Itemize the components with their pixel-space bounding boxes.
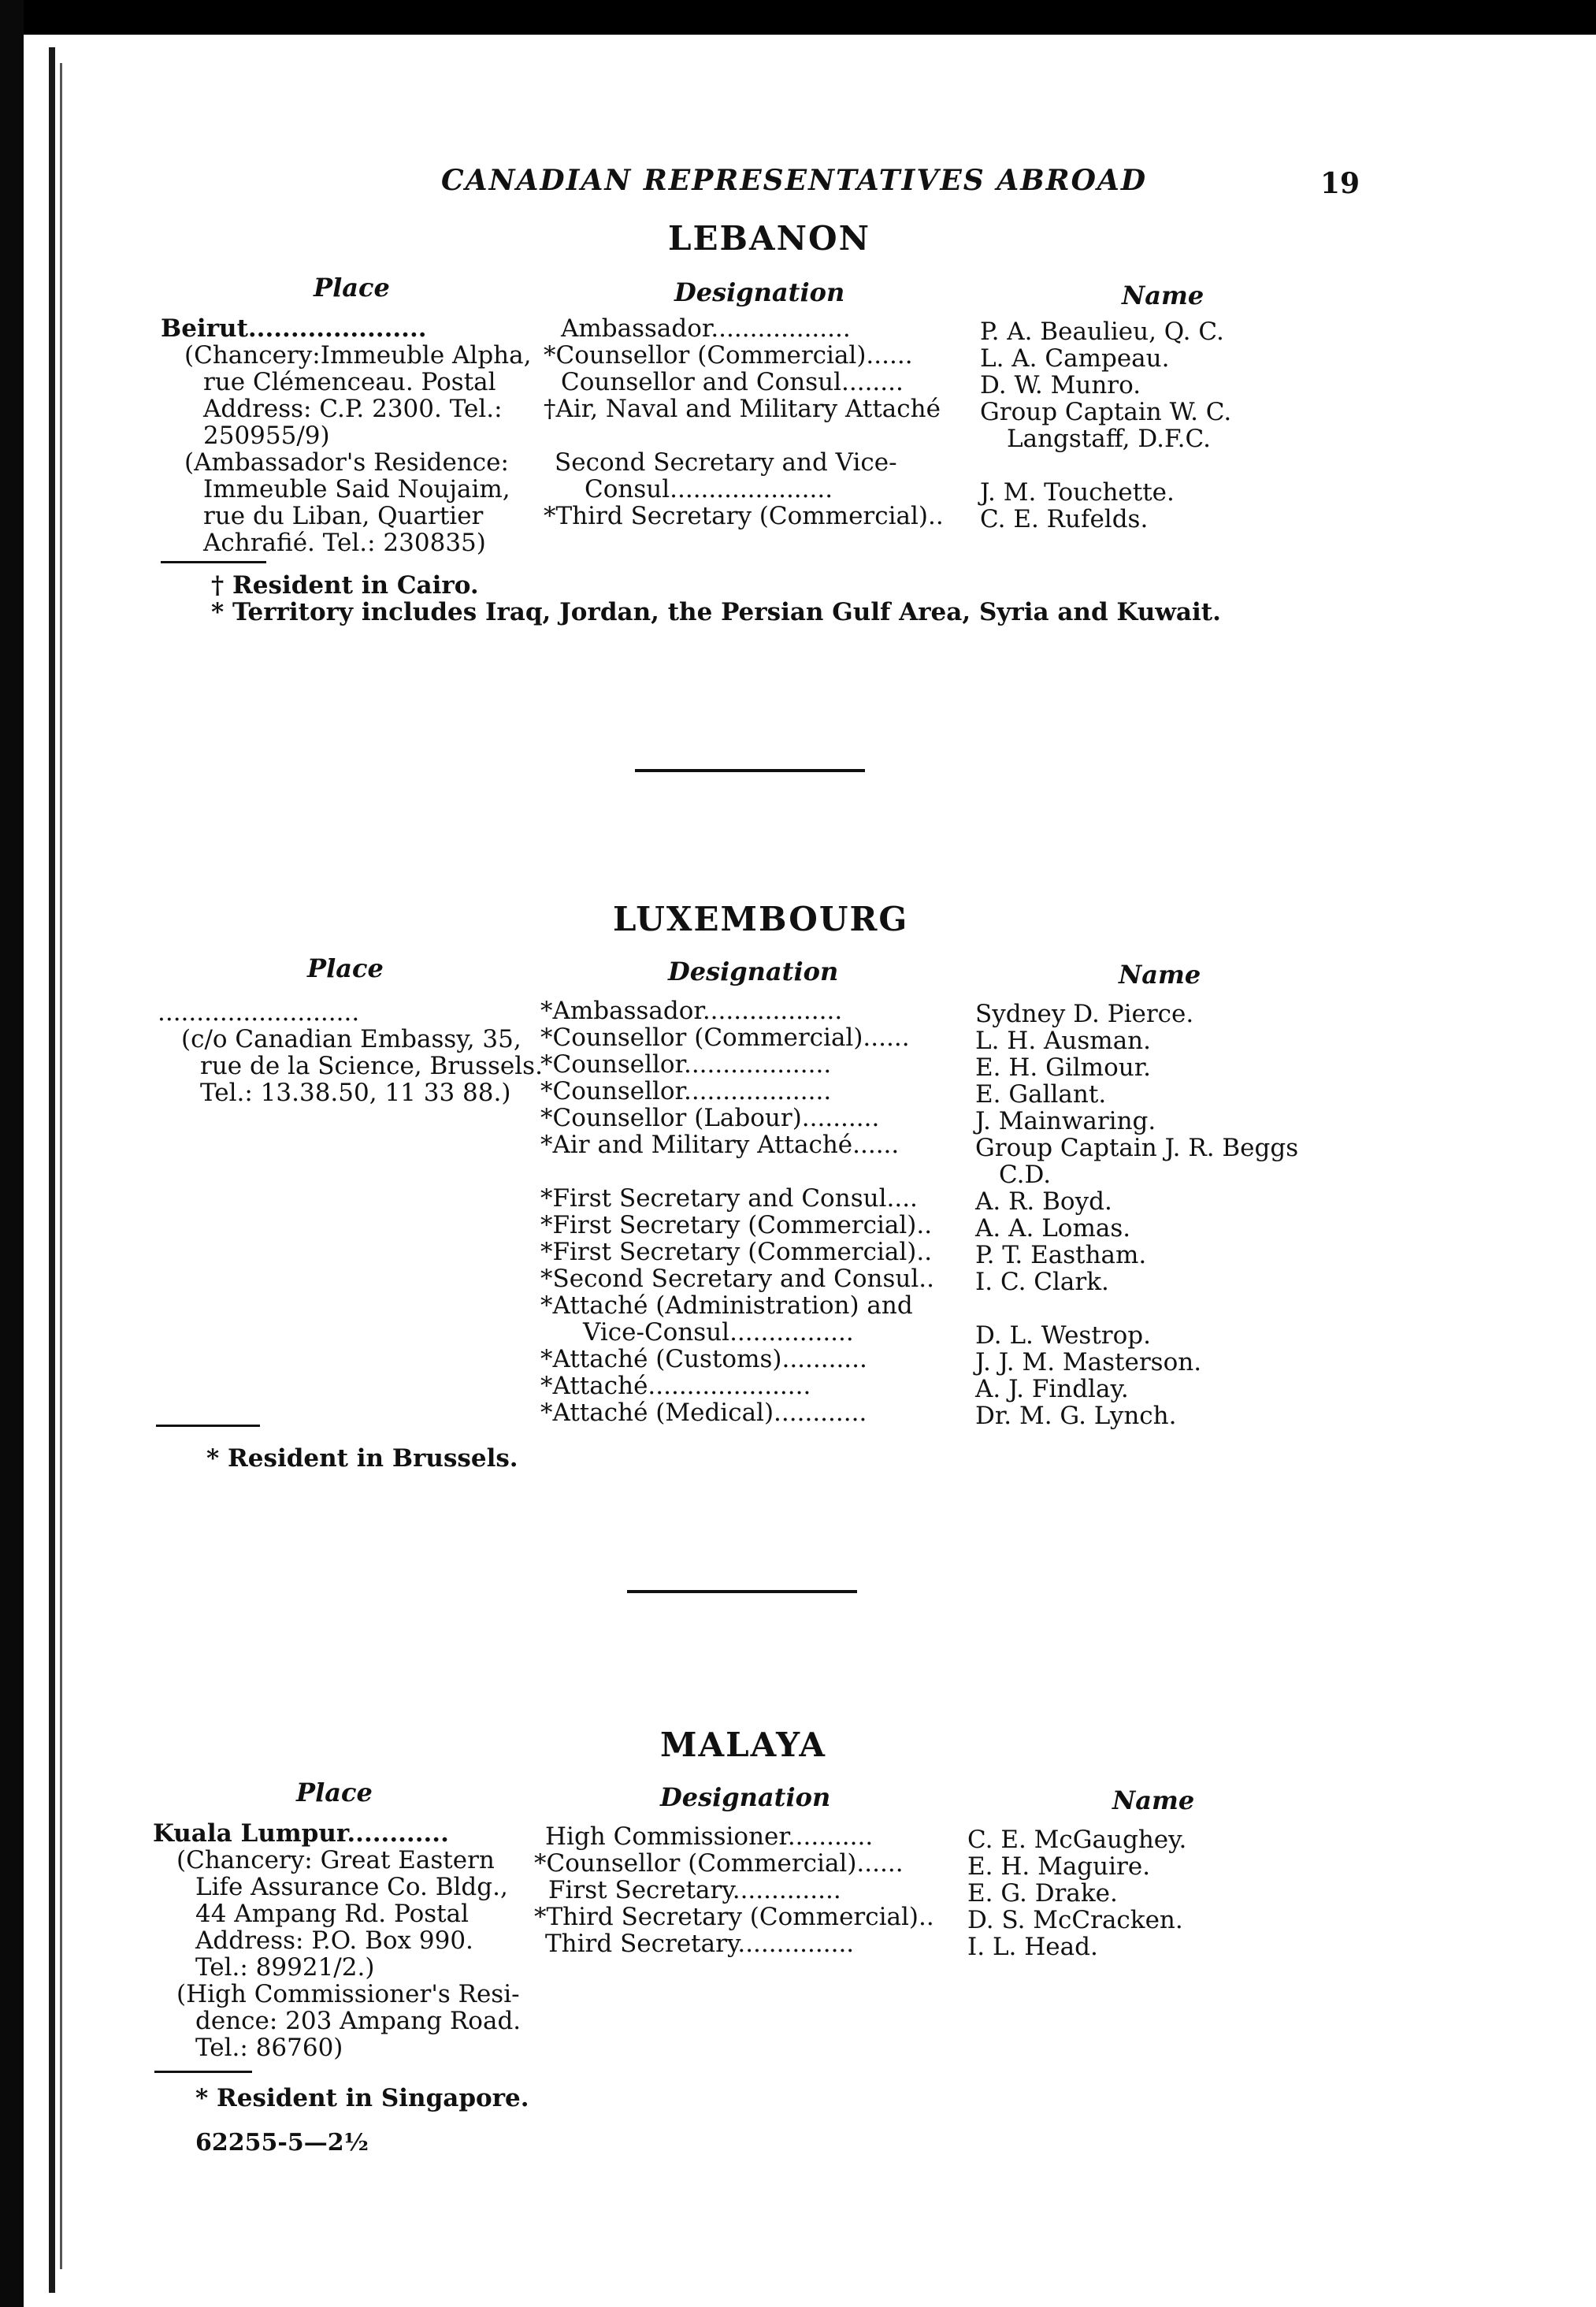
place-line: dence: 203 Ampang Road. (195, 2007, 521, 2035)
place-line: Address: P.O. Box 990. (195, 1926, 473, 1955)
name-line: A. R. Boyd. (975, 1187, 1112, 1216)
designation-line: Consul..................... (585, 475, 833, 503)
name-line: J. J. M. Masterson. (975, 1348, 1202, 1376)
designation-line: First Secretary.............. (548, 1876, 841, 1904)
name-line: Langstaff, D.F.C. (1007, 425, 1211, 453)
designation-line: *First Secretary (Commercial).. (540, 1211, 933, 1239)
designation-line: *Counsellor (Commercial)...... (534, 1849, 904, 1878)
name-line: A. A. Lomas. (975, 1214, 1131, 1243)
place-line: rue du Liban, Quartier (203, 502, 484, 530)
section-separator (635, 769, 865, 772)
name-line: D. L. Westrop. (975, 1321, 1151, 1350)
name-line: L. A. Campeau. (980, 344, 1170, 373)
column-header-designation: Designation (660, 1782, 831, 1812)
name-line: A. J. Findlay. (975, 1375, 1129, 1403)
lebanon-designation-column (544, 315, 944, 529)
place-line: Achrafié. Tel.: 230835) (203, 529, 486, 557)
designation-line: *First Secretary and Consul.... (540, 1184, 918, 1213)
column-header-name: Name (1119, 960, 1201, 990)
lebanon-footnotes (211, 572, 1221, 626)
column-header-designation: Designation (674, 277, 845, 307)
footnote-rule (154, 2071, 252, 2073)
place-line: Tel.: 13.38.50, 11 33 88.) (200, 1079, 511, 1107)
luxembourg-name-column (975, 1001, 1298, 1429)
luxembourg-place-column (158, 999, 543, 1106)
lebanon-place-column (161, 315, 531, 556)
malaya-place-column (153, 1820, 521, 2061)
page-number: 19 (1320, 167, 1360, 200)
designation-line: *Attaché..................... (540, 1372, 811, 1400)
name-line: D. S. McCracken. (967, 1906, 1183, 1934)
section-title-lebanon: LEBANON (668, 219, 870, 258)
name-line (980, 452, 1231, 479)
designation-line (544, 422, 944, 449)
designation-line: Vice-Consul................ (583, 1318, 854, 1347)
designation-line: †Air, Naval and Military Attaché (544, 395, 941, 423)
luxembourg-designation-column (540, 997, 934, 1426)
column-header-place: Place (307, 953, 384, 983)
lebanon-name-column (980, 318, 1231, 533)
place-line: 44 Ampang Rd. Postal (195, 1900, 469, 1928)
name-line: E. H. Gilmour. (975, 1053, 1151, 1082)
name-line: E. H. Maguire. (967, 1852, 1151, 1881)
place-line: Tel.: 89921/2.) (195, 1953, 375, 1982)
column-header-place: Place (296, 1778, 373, 1807)
scan-left-border (0, 0, 24, 2307)
name-line (975, 1295, 1298, 1322)
place-line: Tel.: 86760) (195, 2034, 343, 2062)
footnote: † Resident in Cairo. (211, 571, 479, 600)
designation-line: Second Secretary and Vice- (555, 448, 897, 477)
place-line: (c/o Canadian Embassy, 35, (181, 1025, 521, 1053)
name-line: I. C. Clark. (975, 1268, 1109, 1296)
name-line: C.D. (999, 1161, 1052, 1189)
section-separator (627, 1590, 857, 1593)
column-header-designation: Designation (668, 957, 839, 986)
name-line: D. W. Munro. (980, 371, 1141, 399)
place-line: rue Clémenceau. Postal (203, 368, 496, 396)
place-line: Immeuble Said Noujaim, (203, 475, 510, 503)
footnote: * Resident in Brussels. (206, 1444, 518, 1473)
name-line: C. E. McGaughey. (967, 1826, 1187, 1854)
designation-line: *Third Secretary (Commercial).. (534, 1903, 934, 1931)
page-header: CANADIAN REPRESENTATIVES ABROAD (441, 164, 1148, 197)
name-line: J. M. Touchette. (980, 478, 1175, 507)
name-line: L. H. Ausman. (975, 1027, 1151, 1055)
designation-line: *Counsellor................... (540, 1050, 832, 1079)
name-line: C. E. Rufelds. (980, 505, 1149, 533)
designation-line: *Third Secretary (Commercial).. (544, 502, 944, 530)
designation-line: Ambassador.................. (561, 314, 851, 343)
designation-line: High Commissioner........... (545, 1822, 874, 1851)
scan-top-border (0, 0, 1596, 35)
name-line: Group Captain W. C. (980, 398, 1232, 426)
designation-line: *Attaché (Customs)........... (540, 1345, 867, 1373)
footnote-rule (161, 561, 266, 563)
name-line: P. A. Beaulieu, Q. C. (980, 318, 1224, 346)
footnote-rule (156, 1425, 260, 1427)
print-code: 62255-5—2½ (195, 2129, 369, 2157)
place-line: Life Assurance Co. Bldg., (195, 1873, 508, 1901)
designation-line: Counsellor and Consul........ (561, 368, 904, 396)
footnote: * Resident in Singapore. (195, 2084, 529, 2112)
footnote: * Territory includes Iraq, Jordan, the Persian Gulf Area, Syria and Kuwait. (211, 598, 1221, 626)
designation-line: *Counsellor (Labour).......... (540, 1104, 880, 1132)
name-line: Dr. M. G. Lynch. (975, 1402, 1177, 1430)
section-title-malaya: MALAYA (660, 1726, 826, 1764)
name-line: P. T. Eastham. (975, 1241, 1147, 1269)
designation-line: *Counsellor (Commercial)...... (540, 1023, 910, 1052)
designation-line: *Counsellor (Commercial)...... (544, 341, 913, 370)
malaya-name-column (967, 1826, 1186, 1960)
place-line: Address: C.P. 2300. Tel.: (203, 395, 503, 423)
place-line: .......................... (158, 998, 360, 1027)
binding-rule (49, 47, 55, 2293)
name-line: Group Captain J. R. Beggs (975, 1134, 1299, 1162)
designation-line: *Air and Military Attaché...... (540, 1131, 900, 1159)
name-line: E. G. Drake. (967, 1879, 1118, 1908)
malaya-designation-column (534, 1823, 934, 1957)
name-line: E. Gallant. (975, 1080, 1107, 1109)
designation-line: *Attaché (Administration) and (540, 1291, 913, 1320)
name-line: Sydney D. Pierce. (975, 1000, 1194, 1028)
designation-line: Third Secretary............... (545, 1930, 855, 1958)
designation-line: *Ambassador.................. (540, 997, 843, 1025)
designation-line (540, 1158, 934, 1185)
place-line: rue de la Science, Brussels. (200, 1052, 543, 1080)
name-line: I. L. Head. (967, 1933, 1098, 1961)
binding-rule-inner (60, 63, 62, 2269)
designation-line: *Attaché (Medical)............ (540, 1399, 867, 1427)
column-header-place: Place (314, 273, 390, 303)
section-title-luxembourg: LUXEMBOURG (613, 900, 909, 938)
place-line: Beirut..................... (161, 314, 427, 343)
designation-line: *Second Secretary and Consul.. (540, 1265, 934, 1293)
place-line: 250955/9) (203, 422, 330, 450)
designation-line: *First Secretary (Commercial).. (540, 1238, 933, 1266)
place-line: (Ambassador's Residence: (184, 448, 509, 477)
place-line: Kuala Lumpur............ (153, 1819, 449, 1848)
place-line: (Chancery:Immeuble Alpha, (184, 341, 532, 370)
place-line: (High Commissioner's Resi- (176, 1980, 520, 2008)
luxembourg-footnotes (206, 1445, 518, 1472)
malaya-footnotes (195, 2085, 529, 2112)
column-header-name: Name (1112, 1785, 1195, 1815)
column-header-name: Name (1122, 280, 1204, 310)
name-line: J. Mainwaring. (975, 1107, 1156, 1135)
designation-line: *Counsellor................... (540, 1077, 832, 1105)
place-line: (Chancery: Great Eastern (176, 1846, 495, 1874)
